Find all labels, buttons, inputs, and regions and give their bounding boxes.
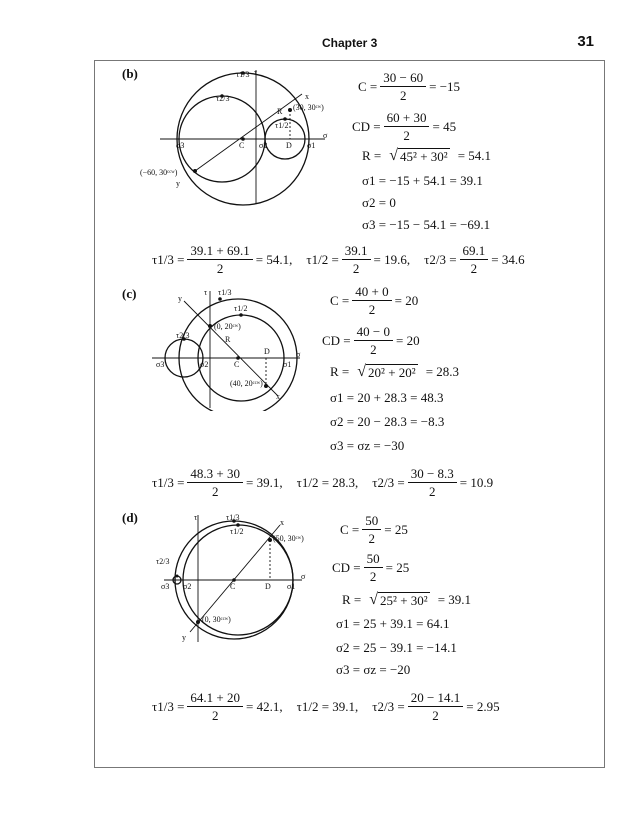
c-eq-sigma1: σ1 = 20 + 28.3 = 48.3 [330,390,444,405]
c-eq-sigma3: σ3 = σz = −30 [330,438,405,453]
c-tau-axis-label: τ [204,288,208,297]
c-eq-sigma2: σ2 = 20 − 28.3 = −8.3 [330,414,445,429]
part-c-label: (c) [122,286,137,301]
b-tau12-label: τ1/2 [275,121,289,130]
d-eq-C: C = $\frac{50}{2}$ = 25 [340,513,408,546]
b-tau-row: τ1/3 = $\frac{39.1 + 69.1}{2}$ = 54.1, τ1/2 = $\frac{39.1}{2}$ = 19.6, τ2/3 = $\frac{69.1}{2}$ = 34.6 [152,243,525,276]
d-eq-sigma2: σ2 = 25 − 39.1 = −14.1 [336,640,457,655]
d-tau12-label: τ1/2 [230,527,244,536]
b-point-y-label: (−60, 30ᶜᶜʷ) [140,168,178,177]
c-C-label: C [234,360,240,369]
b-tau-axis-label: τ [254,68,258,77]
d-eq-sigma3: σ3 = σz = −20 [336,662,411,677]
part-b-label: (b) [122,66,138,81]
d-y-label: y [182,633,186,642]
b-sigma-axis-label: σ [323,131,328,140]
b-eq-sigma3: σ3 = −15 − 54.1 = −69.1 [362,217,491,232]
c-tau12-label: τ1/2 [234,304,248,313]
d-tau13-label: τ1/3 [226,513,240,522]
b-sigma1-label: σ1 [307,141,316,150]
mohr-circle-b [140,66,350,206]
d-eq-sigma1: σ1 = 25 + 39.1 = 64.1 [336,616,450,631]
b-R-label: R [277,107,283,116]
d-eq-R: R = √ 25² + 30² = 39.1 [342,591,472,608]
page-number: 31 [577,33,594,50]
d-C-label: C [230,582,236,591]
chapter-header: Chapter 3 [322,36,378,50]
c-eq-C: C = $\frac{40 + 0}{2}$ = 20 [330,284,419,317]
d-x-label: x [280,518,284,527]
b-eq-sigma2: σ2 = 0 [362,195,396,210]
d-tau-row: τ1/3 = $\frac{64.1 + 20}{2}$ = 42.1, τ1/2 = 39.1, τ2/3 = $\frac{20 - 14.1}{2}$ = 2.95 [152,690,500,723]
c-tau13-label: τ1/3 [218,288,232,297]
c-point-x-label: (40, 20ᶜᶜʷ) [230,379,263,388]
d-sigma-axis-label: σ [301,572,306,581]
b-tau13-label: τ1/3 [236,70,250,79]
b-eq-CD: CD = $\frac{60 + 30}{2}$ = 45 [352,110,457,143]
d-eq-CD: CD = $\frac{50}{2}$ = 25 [332,551,410,584]
c-R-label: R [225,335,231,344]
c-eq-R: R = √ 20² + 20² = 28.3 [330,363,460,380]
c-sigma3-label: σ3 [156,360,165,369]
b-tau23-label: τ2/3 [216,94,230,103]
c-y-label: y [178,294,182,303]
b-eq-sigma1: σ1 = −15 + 54.1 = 39.1 [362,173,483,188]
mohr-circle-d [150,510,320,645]
b-C-label: C [239,141,245,150]
b-D-label: D [286,141,292,150]
b-sigma2-label: σ2 [259,141,268,150]
d-sigma3-label: σ3 [161,582,170,591]
c-D-label: D [264,347,270,356]
b-x-label: x [305,92,309,101]
mohr-circle-c [150,286,325,411]
part-d-label: (d) [122,510,138,525]
c-tau23-label: τ2/3 [176,331,190,340]
c-x-label: x [276,392,280,401]
d-point-x-label: (50, 30ᶜʷ) [273,534,304,543]
d-sigma2-label: σ2 [183,582,192,591]
b-eq-R: R = √ 45² + 30² = 54.1 [362,147,492,164]
b-eq-C: C = $\frac{30 - 60}{2}$ = −15 [358,70,461,103]
d-point-y-label: (0, 30ᶜᶜʷ) [202,615,231,624]
c-sigma-axis-label: σ [296,350,301,359]
c-sigma1-label: σ1 [283,360,292,369]
d-D-label: D [265,582,271,591]
b-sigma3-label: σ3 [176,141,185,150]
d-sigma1-label: σ1 [287,582,296,591]
d-tau23-label: τ2/3 [156,557,170,566]
d-tau-axis-label: τ [194,513,198,522]
b-y-label: y [176,179,180,188]
c-sigma2-label: σ2 [200,360,209,369]
c-point-y-label: (0, 20ᶜʷ) [214,322,241,331]
c-tau-row: τ1/3 = $\frac{48.3 + 30}{2}$ = 39.1, τ1/2 = 28.3, τ2/3 = $\frac{30 - 8.3}{2}$ = 10.9 [152,466,494,499]
c-eq-CD: CD = $\frac{40 - 0}{2}$ = 20 [322,324,420,357]
b-point-x-label: (30, 30ᶜʷ) [293,103,324,112]
